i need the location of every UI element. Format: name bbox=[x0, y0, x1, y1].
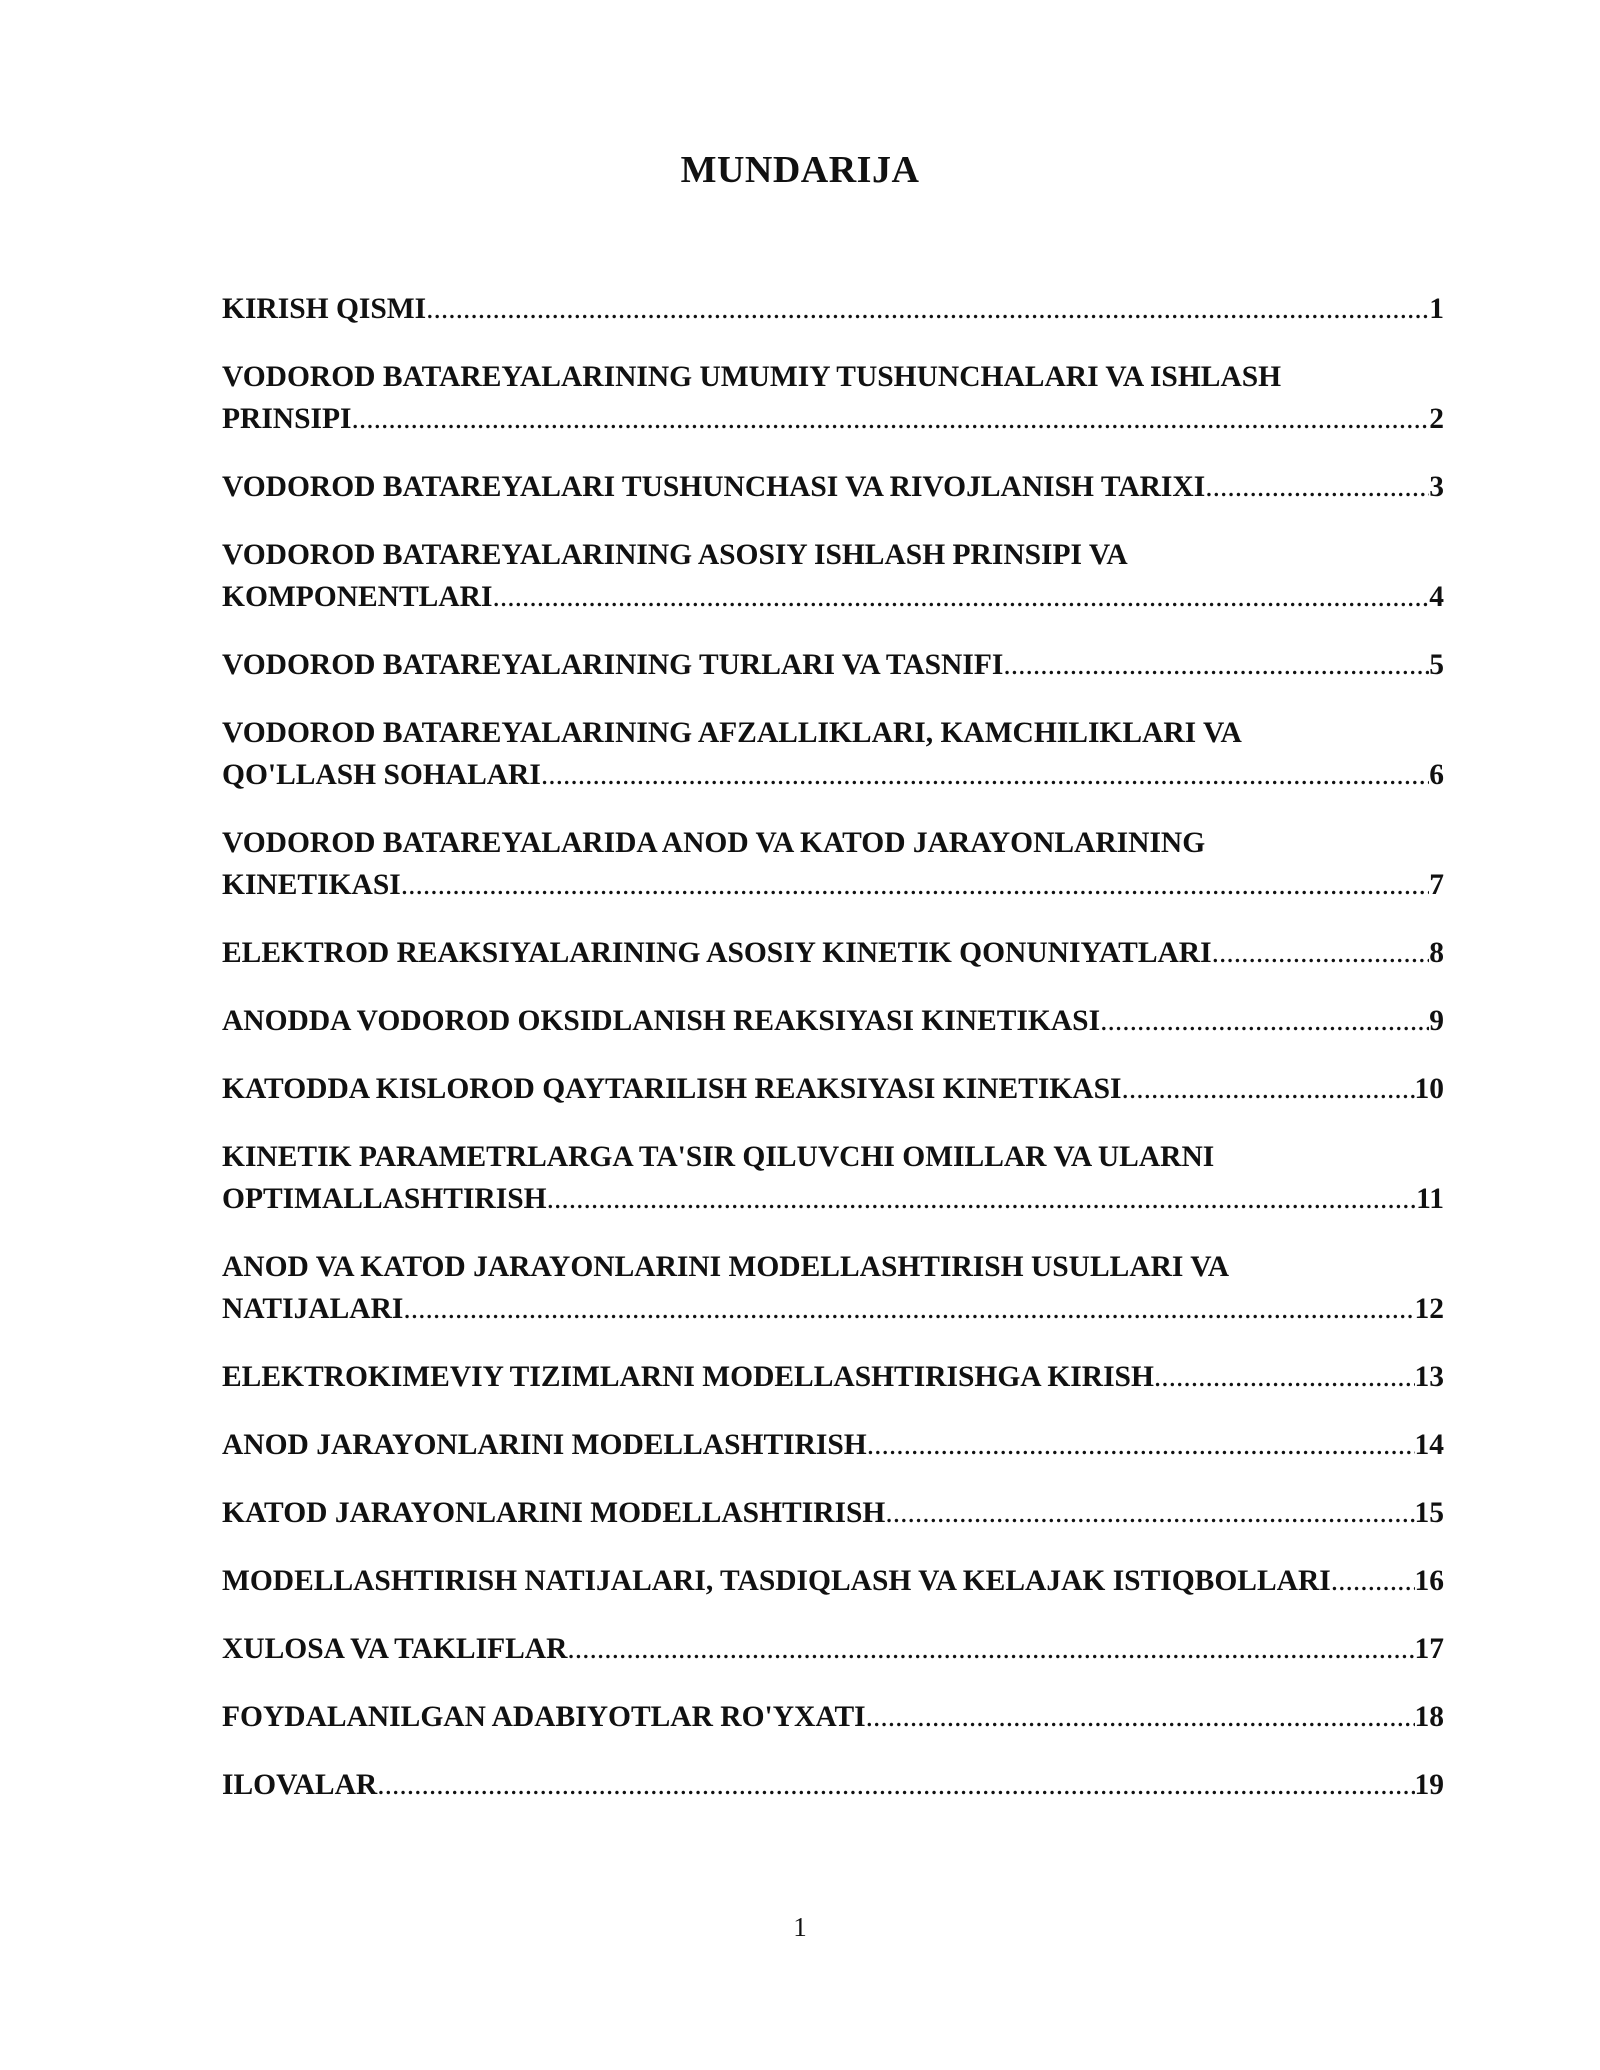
toc-entry-line bbox=[222, 864, 1444, 906]
toc-entry-line bbox=[222, 1000, 1444, 1042]
toc-entry-line bbox=[222, 1424, 1444, 1466]
toc-leader-dots bbox=[352, 398, 1430, 440]
toc-entry[interactable] bbox=[222, 288, 1444, 330]
toc-entry-line bbox=[222, 288, 1444, 330]
toc-entry-title: KATOD JARAYONLARINI MODELLASHTIRISH bbox=[222, 1497, 886, 1529]
toc-entry-page: 9 bbox=[1429, 1005, 1444, 1037]
toc-entry-page: 3 bbox=[1429, 471, 1444, 503]
toc-entry[interactable] bbox=[222, 1136, 1444, 1220]
toc-entry-line bbox=[222, 1288, 1444, 1330]
toc-entry-title: KINETIKASI bbox=[222, 869, 401, 901]
toc-entry-title: ANODDA VODOROD OKSIDLANISH REAKSIYASI KINETIKASI bbox=[222, 1005, 1101, 1037]
toc-entry[interactable] bbox=[222, 1068, 1444, 1110]
toc-entry-title-line1: VODOROD BATAREYALARINING ASOSIY ISHLASH PRINSIPI VA bbox=[222, 539, 1128, 571]
toc-leader-dots bbox=[1100, 1000, 1429, 1042]
toc-entry-title: XULOSA VA TAKLIFLAR bbox=[222, 1633, 568, 1665]
toc-entry-page: 16 bbox=[1414, 1565, 1444, 1597]
toc-entry-page: 7 bbox=[1429, 869, 1444, 901]
toc-entry-title: NATIJALARI bbox=[222, 1293, 404, 1325]
toc-entry-line bbox=[222, 1696, 1444, 1738]
toc-entry-title: QO'LLASH SOHALARI bbox=[222, 759, 541, 791]
toc-entry-page: 1 bbox=[1429, 293, 1444, 325]
toc-entry[interactable] bbox=[222, 1246, 1444, 1330]
toc-leader-dots bbox=[885, 1492, 1414, 1534]
toc-entry-line bbox=[222, 1178, 1444, 1220]
toc-leader-dots bbox=[1003, 644, 1429, 686]
toc-entry-title-line1: KINETIK PARAMETRLARGA TA'SIR QILUVCHI OMILLAR VA ULARNI bbox=[222, 1141, 1215, 1173]
toc-entry-line bbox=[222, 1492, 1444, 1534]
toc-entry-title-line1: ANOD VA KATOD JARAYONLARINI MODELLASHTIRISH USULLARI VA bbox=[222, 1251, 1230, 1283]
toc-entry-title: KATODDA KISLOROD QAYTARILISH REAKSIYASI KINETIKASI bbox=[222, 1073, 1122, 1105]
toc-entry-page: 4 bbox=[1429, 581, 1444, 613]
toc-entry-title: ILOVALAR bbox=[222, 1769, 378, 1801]
toc-entry-title: PRINSIPI bbox=[222, 403, 352, 435]
toc-entry-title: ANOD JARAYONLARINI MODELLASHTIRISH bbox=[222, 1429, 867, 1461]
toc-leader-dots bbox=[377, 1764, 1414, 1806]
toc-leader-dots bbox=[403, 1288, 1414, 1330]
toc-entry[interactable] bbox=[222, 1492, 1444, 1534]
toc-leader-dots bbox=[1205, 466, 1429, 508]
toc-entry-title: ELEKTROKIMEVIY TIZIMLARNI MODELLASHTIRISHGA KIRISH bbox=[222, 1361, 1154, 1393]
toc-entry-page: 19 bbox=[1414, 1769, 1444, 1801]
toc-entry-page: 11 bbox=[1416, 1183, 1444, 1215]
toc-leader-dots bbox=[541, 754, 1429, 796]
toc-entry-line bbox=[222, 1764, 1444, 1806]
toc-entry-page: 12 bbox=[1414, 1293, 1444, 1325]
toc-leader-dots bbox=[866, 1696, 1415, 1738]
toc-entry-title: VODOROD BATAREYALARI TUSHUNCHASI VA RIVOJLANISH TARIXI bbox=[222, 471, 1206, 503]
toc-entry-page: 2 bbox=[1429, 403, 1444, 435]
page-number: 1 bbox=[793, 1912, 807, 1942]
toc-entry-title-line1: VODOROD BATAREYALARIDA ANOD VA KATOD JARAYONLARINING bbox=[222, 827, 1206, 859]
toc-entry-title-line1: VODOROD BATAREYALARINING UMUMIY TUSHUNCHALARI VA ISHLASH bbox=[222, 361, 1282, 393]
toc-entry[interactable] bbox=[222, 1424, 1444, 1466]
toc-entry-title: VODOROD BATAREYALARINING TURLARI VA TASNIFI bbox=[222, 649, 1004, 681]
toc-entry-line bbox=[222, 576, 1444, 618]
toc-entry-title-line1: VODOROD BATAREYALARINING AFZALLIKLARI, KAMCHILIKLARI VA bbox=[222, 717, 1242, 749]
toc-entry-page: 10 bbox=[1414, 1073, 1444, 1105]
toc-entry[interactable] bbox=[222, 466, 1444, 508]
toc-leader-dots bbox=[1212, 932, 1430, 974]
toc-entry[interactable] bbox=[222, 1000, 1444, 1042]
toc-entry[interactable] bbox=[222, 1356, 1444, 1398]
toc-entry-line bbox=[222, 1628, 1444, 1670]
toc-entry[interactable] bbox=[222, 1560, 1444, 1602]
toc-entry-line bbox=[222, 466, 1444, 508]
toc-entry-line bbox=[222, 754, 1444, 796]
toc-leader-dots bbox=[1121, 1068, 1414, 1110]
toc-entry-page: 15 bbox=[1414, 1497, 1444, 1529]
toc-leader-dots bbox=[567, 1628, 1414, 1670]
toc-entry-title: ELEKTROD REAKSIYALARINING ASOSIY KINETIK QONUNIYATLARI bbox=[222, 937, 1212, 969]
toc-entry[interactable] bbox=[222, 356, 1444, 440]
toc-entry[interactable] bbox=[222, 1696, 1444, 1738]
toc-leader-dots bbox=[547, 1178, 1417, 1220]
toc-entry-title: MODELLASHTIRISH NATIJALARI, TASDIQLASH VA KELAJAK ISTIQBOLLARI bbox=[222, 1565, 1331, 1597]
toc-entry-line bbox=[222, 932, 1444, 974]
toc-leader-dots bbox=[426, 288, 1429, 330]
toc-leader-dots bbox=[867, 1424, 1415, 1466]
toc-entry[interactable] bbox=[222, 712, 1444, 796]
toc-entry-title: KIRISH QISMI bbox=[222, 293, 427, 325]
toc-entry-line bbox=[222, 644, 1444, 686]
toc-entry-title: FOYDALANILGAN ADABIYOTLAR RO'YXATI bbox=[222, 1701, 866, 1733]
toc-leader-dots bbox=[492, 576, 1429, 618]
toc-entry-title: KOMPONENTLARI bbox=[222, 581, 493, 613]
toc-leader-dots bbox=[1331, 1560, 1415, 1602]
toc-entry[interactable] bbox=[222, 822, 1444, 906]
page-title: MUNDARIJA bbox=[680, 149, 920, 191]
toc-entry-title: OPTIMALLASHTIRISH bbox=[222, 1183, 547, 1215]
toc-entry[interactable] bbox=[222, 534, 1444, 618]
toc-entry-line bbox=[222, 1356, 1444, 1398]
toc-entry-page: 5 bbox=[1429, 649, 1444, 681]
toc-entry-page: 8 bbox=[1429, 937, 1444, 969]
toc-entry[interactable] bbox=[222, 1764, 1444, 1806]
toc-entry-line bbox=[222, 398, 1444, 440]
toc-leader-dots bbox=[401, 864, 1430, 906]
toc-entry-page: 13 bbox=[1414, 1361, 1444, 1393]
toc-entry-page: 17 bbox=[1414, 1633, 1444, 1665]
toc-entry[interactable] bbox=[222, 644, 1444, 686]
toc-entry[interactable] bbox=[222, 932, 1444, 974]
toc-leader-dots bbox=[1154, 1356, 1415, 1398]
table-of-contents bbox=[222, 288, 1444, 1832]
toc-entry-page: 14 bbox=[1414, 1429, 1444, 1461]
toc-entry-line bbox=[222, 1560, 1444, 1602]
toc-entry-page: 6 bbox=[1429, 759, 1444, 791]
toc-entry[interactable] bbox=[222, 1628, 1444, 1670]
toc-entry-page: 18 bbox=[1414, 1701, 1444, 1733]
toc-entry-line bbox=[222, 1068, 1444, 1110]
